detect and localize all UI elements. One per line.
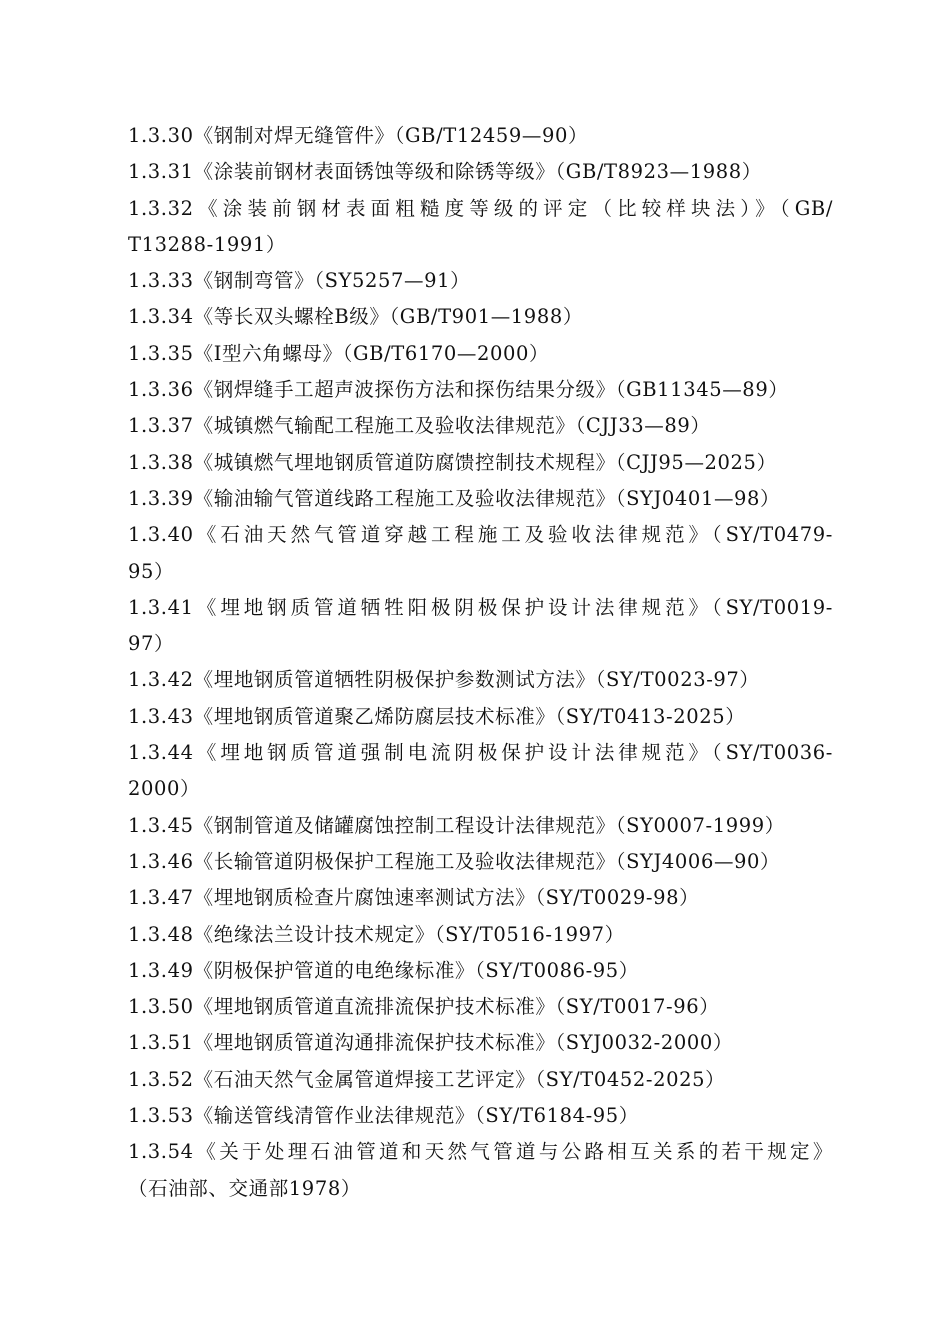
standard-item-1-3-44: 1.3.44《埋地钢质管道强制电流阴极保护设计法律规范》（SY/T0036- (128, 741, 833, 765)
standard-item-1-3-48: 1.3.48《绝缘法兰设计技术规定》（SY/T0516-1997） (128, 922, 625, 946)
standard-item-1-3-39: 1.3.39《输油输气管道线路工程施工及验收法律规范》（SYJ0401—98） (128, 486, 781, 510)
standard-item-1-3-52: 1.3.52《石油天然气金属管道焊接工艺评定》（SY/T0452-2025） (128, 1067, 726, 1091)
standards-list (128, 118, 833, 1207)
standard-item-1-3-44-continued: 2000） (128, 777, 201, 801)
standard-item-1-3-40: 1.3.40《石油天然气管道穿越工程施工及验收法律规范》（SY/T0479- (128, 523, 833, 547)
standard-item-1-3-46: 1.3.46《长输管道阴极保护工程施工及验收法律规范》（SYJ4006—90） (128, 849, 781, 873)
standard-item-1-3-45: 1.3.45《钢制管道及储罐腐蚀控制工程设计法律规范》（SY0007-1999） (128, 813, 785, 837)
standard-item-1-3-36: 1.3.36《钢焊缝手工超声波探伤方法和探伤结果分级》（GB11345—89） (128, 378, 789, 402)
standard-item-1-3-33: 1.3.33《钢制弯管》（SY5257—91） (128, 269, 471, 293)
standard-item-1-3-43: 1.3.43《埋地钢质管道聚乙烯防腐层技术标准》（SY/T0413-2025） (128, 704, 746, 728)
standard-item-1-3-40-continued: 95） (128, 559, 175, 583)
standard-item-1-3-54-continued: （石油部、交通部1978） (128, 1176, 361, 1200)
standard-item-1-3-38: 1.3.38《城镇燃气埋地钢质管道防腐馈控制技术规程》（CJJ95—2025） (128, 450, 777, 474)
standard-item-1-3-54: 1.3.54《关于处理石油管道和天然气管道与公路相互关系的若干规定》 (128, 1140, 833, 1164)
standard-item-1-3-32: 1.3.32《涂装前钢材表面粗糙度等级的评定（比较样块法）》（GB/ (128, 196, 833, 220)
standard-item-1-3-42: 1.3.42《埋地钢质管道牺牲阴极保护参数测试方法》（SY/T0023-97） (128, 668, 760, 692)
standard-item-1-3-47: 1.3.47《埋地钢质检查片腐蚀速率测试方法》（SY/T0029-98） (128, 886, 700, 910)
standard-item-1-3-50: 1.3.50《埋地钢质管道直流排流保护技术标准》（SY/T0017-96） (128, 995, 720, 1019)
standard-item-1-3-41: 1.3.41《埋地钢质管道牺牲阳极阴极保护设计法律规范》（SY/T0019- (128, 595, 833, 619)
standard-item-1-3-37: 1.3.37《城镇燃气输配工程施工及验收法律规范》（CJJ33—89） (128, 414, 711, 438)
standard-item-1-3-31: 1.3.31《涂装前钢材表面锈蚀等级和除锈等级》（GB/T8923—1988） (128, 160, 762, 184)
standard-item-1-3-49: 1.3.49《阴极保护管道的电绝缘标准》（SY/T0086-95） (128, 958, 639, 982)
standard-item-1-3-41-continued: 97） (128, 632, 175, 656)
standard-item-1-3-53: 1.3.53《输送管线清管作业法律规范》（SY/T6184-95） (128, 1104, 639, 1128)
standard-item-1-3-30: 1.3.30《钢制对焊无缝管件》（GB/T12459—90） (128, 124, 589, 147)
standard-item-1-3-35: 1.3.35《I型六角螺母》（GB/T6170—2000） (128, 341, 550, 365)
standard-item-1-3-32-continued: T13288-1991） (128, 232, 286, 256)
standard-item-1-3-34: 1.3.34《等长双头螺栓B级》（GB/T901—1988） (128, 305, 583, 329)
standard-item-1-3-51: 1.3.51《埋地钢质管道沟通排流保护技术标准》（SYJ0032-2000） (128, 1031, 733, 1055)
